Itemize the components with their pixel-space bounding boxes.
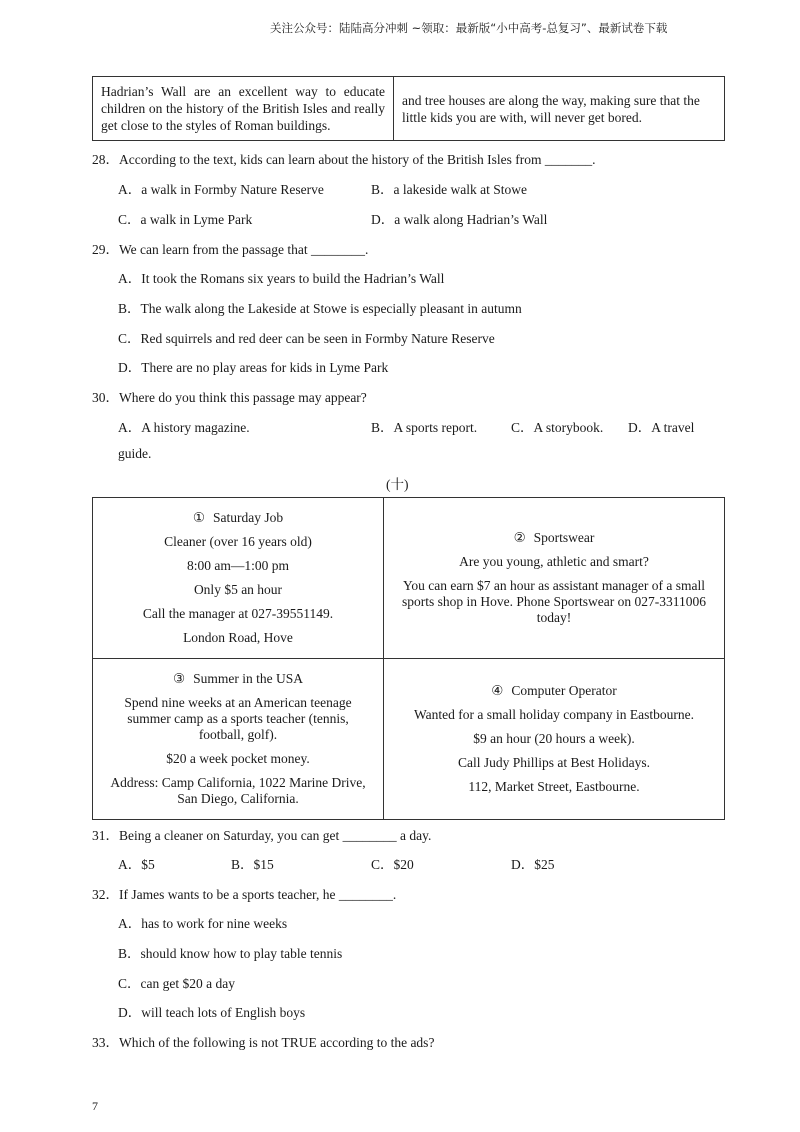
ad1-line1: Cleaner (over 16 years old) — [164, 534, 312, 549]
question-29: 29．We can learn from the passage that ________. — [92, 242, 369, 257]
q28-option-a[interactable]: A．a walk in Formby Nature Reserve — [118, 182, 324, 197]
question-33: 33．Which of the following is not TRUE according to the ads? — [92, 1035, 435, 1050]
q31-option-b[interactable]: B．$15 — [231, 857, 274, 872]
ad-sportswear — [384, 498, 725, 659]
question-30: 30．Where do you think this passage may appear? — [92, 390, 367, 405]
ad4-title: Computer Operator — [511, 683, 617, 698]
page-header: 关注公众号：陆陆高分冲刺 ~领取：最新版“小中高考-总复习”、最新试卷下载 — [270, 21, 668, 35]
q32-option-b[interactable]: B．should know how to play table tennis — [118, 946, 343, 961]
ad4-line4: 112, Market Street, Eastbourne. — [468, 779, 640, 794]
q30-option-d-continued: guide. — [118, 446, 152, 461]
ad3-number: ③ — [173, 671, 186, 686]
q29-option-c[interactable]: C．Red squirrels and red deer can be seen in Formby Nature Reserve — [118, 331, 495, 346]
ad2-number: ② — [513, 530, 526, 545]
ad2-line1: Are you young, athletic and smart? — [459, 554, 649, 569]
q30-option-b[interactable]: B．A sports report. — [371, 420, 478, 435]
q29-option-d[interactable]: D．There are no play areas for kids in Lyme Park — [118, 360, 389, 375]
ad4-line2: $9 an hour (20 hours a week). — [473, 731, 635, 746]
ad3-line3: Address: Camp California, 1022 Marine Drive, San Diego, California. — [110, 775, 366, 806]
section-title: (十) — [386, 477, 409, 492]
q30-option-d[interactable]: D．A travel — [628, 420, 695, 435]
q28-option-d[interactable]: D．a walk along Hadrian’s Wall — [371, 212, 548, 227]
q29-option-a[interactable]: A．It took the Romans six years to build the Hadrian’s Wall — [118, 271, 445, 286]
q29-option-b[interactable]: B．The walk along the Lakeside at Stowe is especially pleasant in autumn — [118, 301, 522, 316]
ad3-line2: $20 a week pocket money. — [166, 751, 310, 766]
ad1-line4: Call the manager at 027-39551149. — [142, 606, 334, 621]
passage-cell-left: Hadrian’s Wall are an excellent way to educate children on the history of the British Isles and really get close to the styles of Roman buildings. — [93, 77, 394, 141]
page-number: 7 — [92, 1099, 98, 1113]
ad3-line1: Spend nine weeks at an American teenage summer camp as a sports teacher (tennis, football, golf). — [124, 695, 352, 742]
ad2-line2: You can earn $7 an hour as assistant manager of a small sports shop in Hove. Phone Sportswear on 027-3311006 today! — [402, 578, 706, 625]
ad-saturday-job — [93, 498, 384, 659]
ad4-line1: Wanted for a small holiday company in Eastbourne. — [413, 707, 695, 722]
ad-computer-operator — [384, 659, 725, 820]
q30-option-c[interactable]: C．A storybook. — [511, 420, 604, 435]
question-28: 28．According to the text, kids can learn about the history of the British Isles from _______. — [92, 152, 596, 167]
q28-option-b[interactable]: B．a lakeside walk at Stowe — [371, 182, 527, 197]
q30-option-a[interactable]: A．A history magazine. — [118, 420, 250, 435]
ad-summer-usa — [93, 659, 384, 820]
ad4-number: ④ — [491, 683, 504, 698]
q32-option-a[interactable]: A．has to work for nine weeks — [118, 916, 288, 931]
ad1-line2: 8:00 am—1:00 pm — [187, 558, 289, 573]
ad3-title: Summer in the USA — [193, 671, 303, 686]
ads-table — [92, 497, 725, 820]
question-32: 32．If James wants to be a sports teacher, he ________. — [92, 887, 397, 902]
ad1-line5: London Road, Hove — [183, 630, 293, 645]
q31-option-a[interactable]: A．$5 — [118, 857, 155, 872]
ad1-title: Saturday Job — [212, 510, 284, 525]
q32-option-c[interactable]: C．can get $20 a day — [118, 976, 235, 991]
ad2-title: Sportswear — [533, 530, 595, 545]
question-31: 31．Being a cleaner on Saturday, you can get ________ a day. — [92, 828, 432, 843]
q28-option-c[interactable]: C．a walk in Lyme Park — [118, 212, 253, 227]
passage-table — [92, 76, 725, 141]
passage-cell-right: and tree houses are along the way, making sure that the little kids you are with, will never get bored. — [394, 77, 725, 141]
q32-option-d[interactable]: D．will teach lots of English boys — [118, 1005, 306, 1020]
ad1-line3: Only $5 an hour — [193, 582, 283, 597]
ad1-number: ① — [192, 510, 205, 525]
ad4-line3: Call Judy Phillips at Best Holidays. — [457, 755, 650, 770]
q31-option-c[interactable]: C．$20 — [371, 857, 414, 872]
q31-option-d[interactable]: D．$25 — [511, 857, 555, 872]
